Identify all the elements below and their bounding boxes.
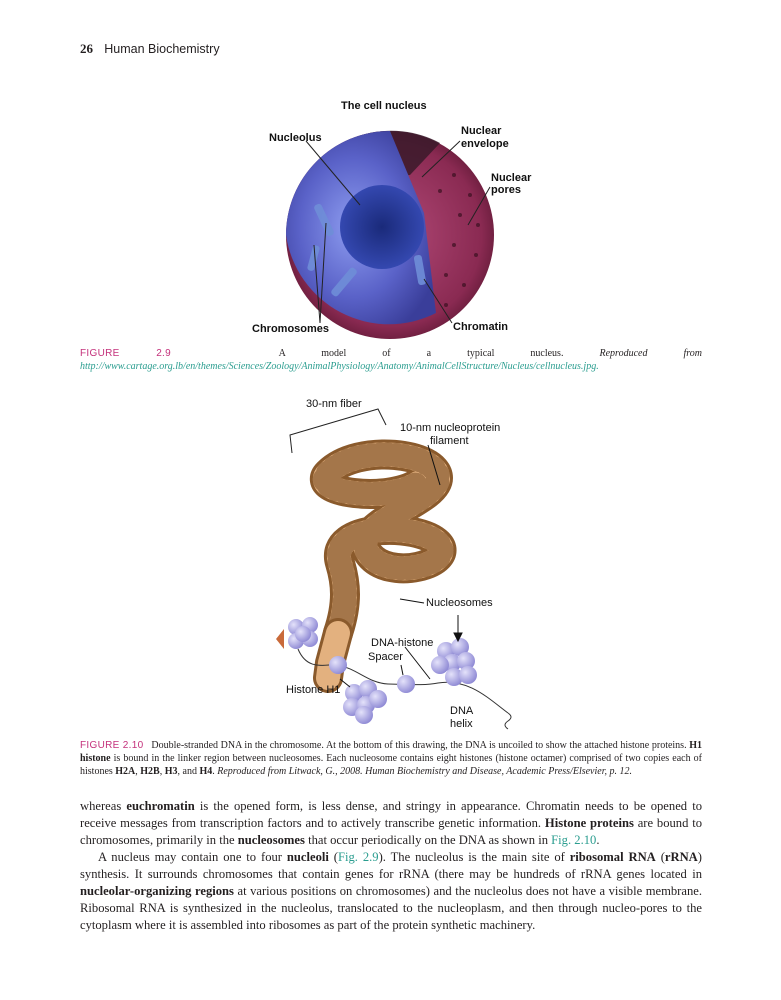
label-histone-h1: Histone H1 [286,684,341,696]
text: ( [660,850,665,864]
cut-arrow [276,629,284,649]
term-nucleoli: nucleoli [286,850,329,864]
caption-h1: H1 histone [80,740,702,764]
label-dna-1: DNA [450,705,474,717]
paragraph-2 [80,849,702,934]
caption-text: A model of a typical nucleus. [278,348,564,359]
term-nucleolar-organizing-regions: nucleolar-organizing regions [80,884,234,898]
caption-h2b: H2B [140,766,160,777]
term-ribosomal-rna: ribosomal RNA [569,850,656,864]
figure-2-10-caption [80,739,702,778]
nucleosome-cluster-top [288,617,318,649]
text: ) synthesis. It surrounds chromosomes that contain genes for rRNA (there may be hundreds of rRNA genes located in [80,850,702,881]
label-dna-2: helix [450,718,473,730]
figure-cell-nucleus [240,95,540,340]
text: . [596,833,600,847]
caption-label: FIGURE 2.10 [80,740,144,751]
paragraph-1 [80,798,702,849]
caption-reproduced: Reproduced from [599,348,703,359]
running-title: Human Biochemistry [104,42,220,56]
figure-title: The cell nucleus [341,100,427,112]
caption-reference: Reproduced from Litwack, G., 2008. Human Biochemistry and Disease, Academic Press/Elsevier, p. 12. [217,766,632,777]
label-nucleosomes: Nucleosomes [426,597,493,609]
label-dna-histone: DNA-histone [371,637,434,649]
figure-link-2-10[interactable]: Fig. 2.10 [551,833,597,847]
text: is the opened form, is less dense, and stringy in appearance. Chromatin needs to be opened to receive messages from transcription factors and to actively transcribe genetic information. [80,799,703,830]
term-rrna: rRNA [664,850,698,864]
caption-label: FIGURE 2.9 [80,348,171,359]
label-chromosomes: Chromosomes [252,323,330,335]
page-number: 26 [80,41,93,56]
caption-h2a: H2A [115,766,136,777]
caption-comma: , [135,766,138,777]
text: that occur periodically on the DNA as shown in [308,833,549,847]
nucleolus-shape [340,185,424,269]
caption-text-1: Double-stranded DNA in the chromosome. At the bottom of this drawing, the DNA is uncoiled to show the attached histone proteins. [151,740,687,751]
caption-h3: H3 [164,766,178,777]
caption-comma: , [159,766,163,777]
dna-helix-end [505,713,511,729]
label-filament-1: 10-nm nucleoprotein [400,422,501,434]
text: are bound to chromosomes, primarily in the [80,816,703,847]
text: ( [333,850,338,864]
body-text [80,798,702,934]
label-filament-2: filament [430,435,469,447]
label-nuclear-pores-2: pores [491,184,521,196]
label-spacer: Spacer [368,651,403,663]
caption-url[interactable]: http://www.cartage.org.lb/en/themes/Sciences/Zoology/AnimalPhysiology/Anatomy/AnimalCellStructure/Nucleus/cellnucleus.jpg. [80,361,599,372]
running-header [80,41,220,57]
text: A nucleus may contain one to four [98,850,282,864]
nucleosome-cluster-right [431,638,477,686]
caption-period: . [212,766,215,777]
figure-2-9-caption [80,347,702,373]
term-histone-proteins: Histone proteins [544,816,634,830]
term-nucleosomes: nucleosomes [237,833,305,847]
label-nucleolus: Nucleolus [269,132,322,144]
text: at various positions on chromosomes) and the nucleolus does not have a visible membrane. Ribosomal RNA is synthesized in the nucleolus, translocated to the nucleoplasm, and then through nucleo-pores to the cytoplasm where it is assembled into ribosomes as part of the protein synthetic machinery. [80,884,702,932]
label-30nm-fiber: 30-nm fiber [306,398,362,410]
label-chromatin: Chromatin [453,321,508,333]
caption-text-2: is bound in the linker region between nucleosomes. Each nucleosome contains eight histones (histone octamer) comprised of two copies each of histones [80,753,702,777]
figure-dna-chromosome [268,393,528,738]
figure-link-2-9[interactable]: Fig. 2.9 [338,850,379,864]
histone-h1-ball [329,656,347,674]
spacer-ball [397,675,415,693]
term-euchromatin: euchromatin [126,799,195,813]
label-nuclear-envelope-2: envelope [461,138,509,150]
label-nuclear-pores-1: Nuclear [491,172,532,184]
label-nuclear-envelope-1: Nuclear [461,125,502,137]
text: ). The nucleolus is the main site of [378,850,565,864]
caption-h4: H4 [199,766,213,777]
caption-and: , and [177,766,197,777]
text: whereas [80,799,122,813]
